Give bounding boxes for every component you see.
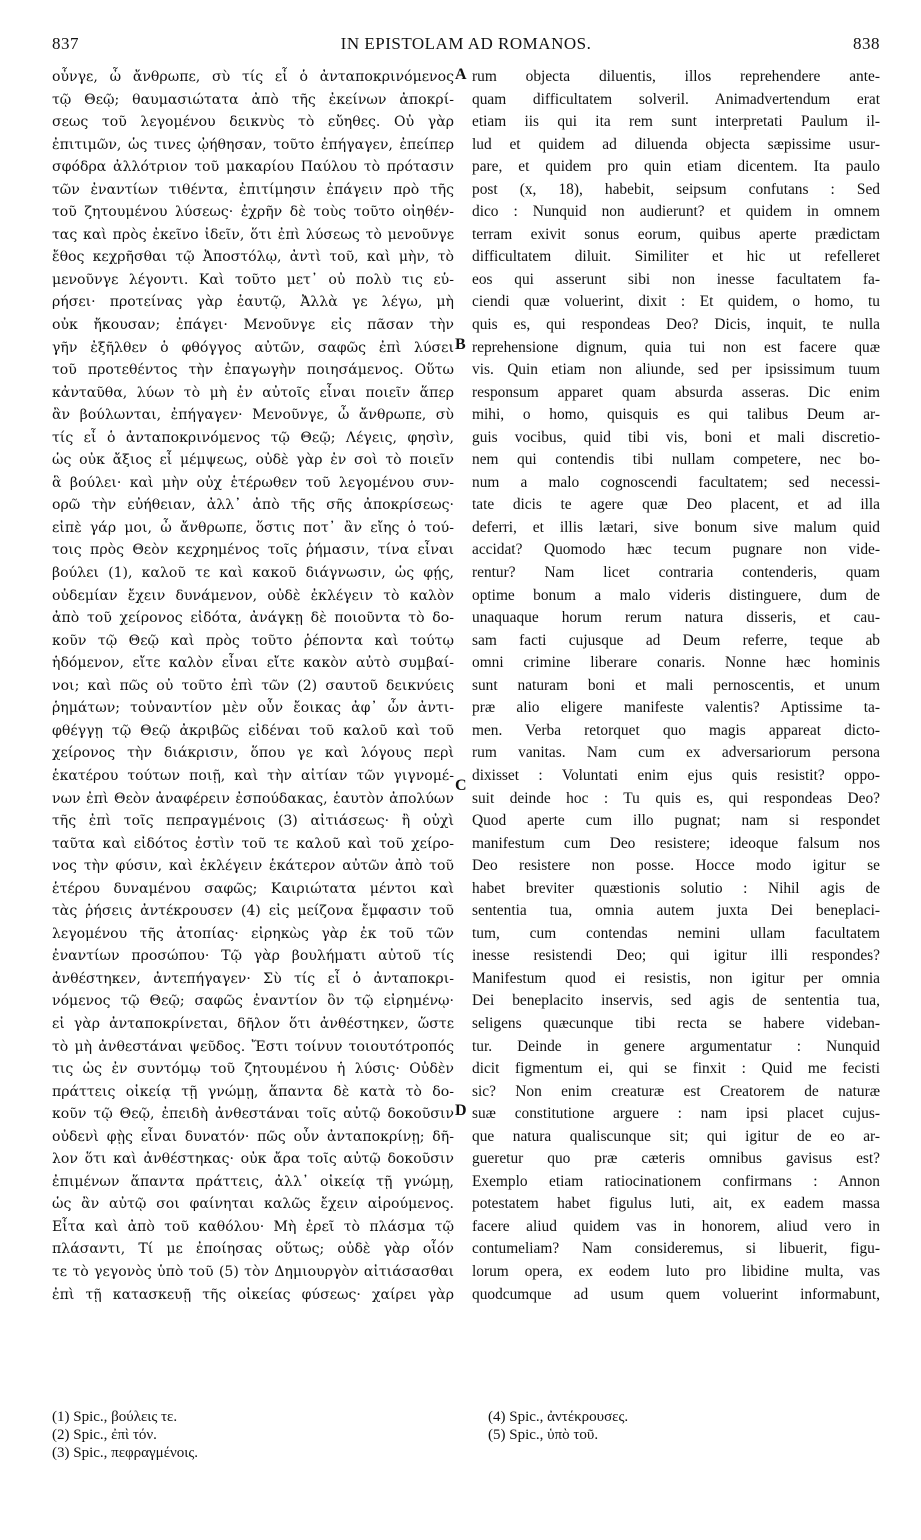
text-line: sententia tua, omnia autem juxta Dei beneplaci- (472, 902, 880, 920)
text-line: unaquaque horum rerum natura disseris, et cau- (472, 609, 880, 627)
text-line: τις ὡς ἐν συντόμῳ τοῦ ζητουμένου ἡ λύσις· Οὐδὲν (52, 1061, 454, 1078)
text-line: seligens quæcunque tibi recta se habere videban- (472, 1014, 880, 1032)
text-line: tum, cum contendas nemini ullam facultatem (472, 924, 880, 942)
text-line: ἃ βούλει· καὶ μὴν οὐχ ἑτέρωθεν τοῦ λεγομένου συν- (52, 474, 454, 491)
text-line: σεως τοῦ λεγομένου δεικνὺς τὸ εὔηθες. Οὐ γὰρ (52, 114, 454, 131)
text-line: ἡδόμενον, εἴτε καλὸν εἶναι εἴτε κακὸν αὐτὸ συμβαί- (52, 655, 454, 672)
text-line: μενοῦνγε λέγοντι. Καὶ τοῦτο μετ᾽ οὐ πολὺ τις εὑ- (52, 271, 454, 288)
text-line: Manifestum quod ei resistis, non igitur per omnia (472, 969, 880, 987)
text-line: οὐκ ἤκουσαν; ἐπάγει· Μενοῦνγε εἰς πᾶσαν τὴν (52, 317, 454, 334)
footnote: (2) Spic., ἐπὶ τόν. (52, 1427, 157, 1443)
text-line: eos qui asserunt sibi non inesse facultatem fa- (472, 270, 880, 288)
text-line: dixisset : Voluntati enim ejus quis resistit? oppo- (472, 766, 880, 784)
text-line: optime bonum a malo videris distinguere, dum de (472, 586, 880, 604)
text-line: Deo resistere non posse. Hocce modo igitur se (472, 857, 880, 875)
text-line: pare, et quidem pro quin etiam dicentem. Ita paulo (472, 158, 880, 176)
text-line: ἀνθέστηκεν, ἀντεπήγαγεν· Σὺ τίς εἶ ὁ ἀνταποκρι- (52, 970, 454, 987)
text-line: ἐναντίων προσώπου· Τῷ γὰρ βουλήματι αὐτοῦ τίς (52, 948, 454, 965)
text-line: deferri, et illis lætari, sive bonum sive malum quid (472, 518, 880, 536)
text-line: Εἶτα καὶ ἀπὸ τοῦ καθόλου· Μὴ ἐρεῖ τὸ πλάσμα τῷ (52, 1218, 454, 1235)
text-line: ὡς ἂν αὐτῷ σοι φαίνηται καλῶς ἔχειν αἱρούμενος. (52, 1196, 454, 1213)
latin-column (472, 66, 880, 1396)
footnote: (5) Spic., ὑπὸ τοῦ. (488, 1427, 599, 1443)
text-line: ῥημάτων; τοὐναντίον μὲν οὖν ἔοικας ἀφ᾽ ὧν ἀντι- (52, 700, 454, 717)
section-marker-c: C (455, 777, 467, 794)
text-line: τὰς ῥήσεις ἀντέκρουσεν (4) εἰς μείζονα ἔμφασιν τοῦ (52, 903, 454, 920)
text-line: difficultatem diluit. Similiter et hic ut refelleret (472, 248, 880, 266)
text-line: Exemplo etiam ratiocinationem confirmans : Annon (472, 1172, 880, 1190)
text-line: lud et quidem ad diluenda objecta sæpissime usur- (472, 135, 880, 153)
text-line: reprehensione dignum, quia tui non est facere quæ (472, 338, 880, 356)
running-header (52, 34, 880, 60)
text-line: νόμενος τῷ Θεῷ; σαφῶς ἐναντίον ὂν τῷ εἰρημένῳ· (52, 993, 454, 1010)
section-marker-d: D (455, 1102, 467, 1119)
text-line: quam difficultatem solveril. Animadvertendum erat (472, 90, 880, 108)
text-line: κἀνταῦθα, λύων τὸ μὴ ἐν αὐτοῖς εἶναι ποιεῖν ἅπερ (52, 384, 454, 401)
text-line: tur. Deinde in genere argumentatur : Nunquid (472, 1037, 880, 1055)
text-line: Quod aperte cum illo pugnat; nam si respondet (472, 812, 880, 830)
text-line: εἰπὲ γάρ μοι, ὦ ἄνθρωπε, ὅστις ποτ᾽ ἂν εἴης ὁ τού- (52, 519, 454, 536)
text-line: rentur? Nam licet contraria contenderis, quam (472, 564, 880, 582)
text-line: sic? Non enim creaturæ est Creatorem de naturæ (472, 1082, 880, 1100)
text-line: quodcumque ad usum quem voluerint informabunt, (472, 1285, 880, 1303)
text-line: tate dicis te agere quæ Deo placent, et ad illa (472, 496, 880, 514)
text-line: responsum apparet quam absurda asseras. Dic enim (472, 383, 880, 401)
text-line: τῷ Θεῷ; θαυμασιώτατα ἀπὸ τῆς ἐκείνων ἀποκρί- (52, 91, 454, 108)
text-line: κοῦν τῷ Θεῷ καὶ πρὸς τοῦτο ῥέποντα καὶ τούτῳ (52, 632, 454, 649)
text-line: τοῦ προτεθέντος τὴν ἐπαγωγὴν ποιησάμενος. Οὕτω (52, 362, 454, 379)
text-line: τῶν ἐναντίων τιθέντα, ἐπιτίμησιν ἐπάγειν πρὸ τῆς (52, 181, 454, 198)
text-line: χείρονος τὴν διάκρισιν, ὅπου γε καὶ λόγους περὶ (52, 745, 454, 762)
text-line: mihi, o homo, quisquis es qui talibus Deum ar- (472, 406, 880, 424)
text-line: ciendi quæ voluerint, dixit : Et quidem, o homo, tu (472, 293, 880, 311)
text-line: πράττεις οἰκείᾳ τῇ γνώμῃ, ἅπαντα δὲ κατὰ τὸ δο- (52, 1083, 454, 1100)
text-line: manifestum cum Deo resistere; ideoque falsum nos (472, 834, 880, 852)
text-line: rum objecta diluentis, illos reprehendere ante- (472, 68, 880, 85)
text-line: suit deinde hoc : Tu quis es, qui respondeas Deo? (472, 789, 880, 807)
text-line: inesse resistendi Deo; qui igitur illi respondes? (472, 947, 880, 965)
text-line: νος τὴν φύσιν, καὶ ἐκλέγειν ἑκάτερον αὐτῶν ἀπὸ τοῦ (52, 858, 454, 875)
text-line: potestatem habet figulus luti, ait, ex eadem massa (472, 1195, 880, 1213)
text-line: ταῦτα καὶ εἰδότος ἐστὶν τοῦ τε καλοῦ καὶ τοῦ χείρο- (52, 835, 454, 852)
text-line: omni crimine liberare conaris. Nonne hæc hominis (472, 654, 880, 672)
section-marker-b: B (455, 336, 466, 353)
text-line: rum vanitas. Nam cum ex adversariorum persona (472, 744, 880, 762)
text-line: νων ἐπὶ Θεὸν ἀναφέρειν ἐσπούδακας, ἑαυτὸν ἀπολύων (52, 790, 454, 807)
text-line: gueretur quo præ cæteris omnibus gavisus est? (472, 1150, 880, 1168)
text-line: βούλει (1), καλοῦ τε καὶ κακοῦ διάγνωσιν, ὡς φῄς, (52, 565, 454, 582)
text-line: φθέγγῃ τῷ Θεῷ ἀκριβῶς εἰδέναι τοῦ καλοῦ καὶ τοῦ (52, 722, 454, 739)
text-line: lorum opera, ex eodem luto pro libidine multa, vas (472, 1262, 880, 1280)
text-line: ἑκατέρου τούτων ποιῇ, καὶ τὴν αἰτίαν τῶν γιγνομέ- (52, 767, 454, 784)
text-line: ἐπιτιμῶν, ὡς τινες ᾠήθησαν, τοῦτο ἐπήγαγεν, ἐπείπερ (52, 136, 454, 153)
text-line: contumeliam? Nam consideremus, si libuerit, figu- (472, 1240, 880, 1258)
text-line: etiam iis qui ita rem sunt interpretati Paulum il- (472, 113, 880, 131)
text-line: facere aliud quidem vas in honorem, aliud vero in (472, 1217, 880, 1235)
text-line: post (x, 18), habebit, seipsum confutans : Sed (472, 180, 880, 198)
text-line: ἂν βούλωνται, ἐπήγαγεν· Μενοῦνγε, ὦ ἄνθρωπε, σὺ (52, 407, 454, 424)
text-line: ορῶ τὴν εὐήθειαν, ἀλλ᾽ ἀπὸ τῆς σῆς ἀποκρίσεως· (52, 497, 454, 514)
text-line: τοῦ ζητουμένου λύσεως· ἐχρῆν δὲ τοὺς τοῦτο οἰηθέν- (52, 204, 454, 221)
footnote: (4) Spic., ἀντέκρουσες. (488, 1409, 629, 1425)
text-line: dicit figmentum ei, qui se finxit : Quid me fecisti (472, 1060, 880, 1078)
text-line: num a malo cognoscendi facultatem; sed necessi- (472, 473, 880, 491)
greek-column (52, 66, 454, 1396)
text-line: terram exivit sonus eorum, quibus aperte prædictam (472, 225, 880, 243)
text-line: οὐδενὶ φῂς εἶναι δυνατόν· πῶς οὖν ἀνταποκρίνῃ; δῆ- (52, 1128, 454, 1145)
text-line: τῆς ἐπὶ τοῖς πεπραγμένοις (3) αἰτιάσεως· ἢ οὐχὶ (52, 813, 454, 830)
text-line: suæ constitutione arguere : nam ipsi placet cujus- (472, 1105, 880, 1123)
text-line: εἰ γὰρ ἀνταποκρίνεται, δῆλον ὅτι ἀνθέστηκεν, ὥστε (52, 1015, 454, 1032)
text-line: τὸ μὴ ἀνθεστάναι ψεῦδος. Ἔστι τοίνυν τοιουτότροπός (52, 1038, 454, 1055)
text-line: ὡς οὐκ ἄξιος εἶ μέμψεως, οὐδὲ γὰρ ἐν σοὶ τὸ ποιεῖν (52, 452, 454, 469)
text-line: κοῦν τῷ Θεῷ, ἐπειδὴ ἀνθεστάναι τοῖς αὐτῷ δοκοῦσιν (52, 1106, 454, 1123)
text-line: Dei beneplacito inservis, sed agis de sententia tua, (472, 992, 880, 1010)
text-line: οὖνγε, ὦ ἄνθρωπε, σὺ τίς εἶ ὁ ἀνταποκρινόμενος (52, 69, 454, 85)
text-line: νοι; καὶ πῶς οὐ τοῦτο ἐπὶ τῶν (2) σαυτοῦ δεικνύεις (52, 677, 454, 694)
footnote: (1) Spic., βούλεις τε. (52, 1409, 178, 1425)
text-line: τε τὸ γεγονὸς ὑπὸ τοῦ (5) τὸν Δημιουργὸν αἰτιάσασθαι (52, 1263, 454, 1280)
text-line: sunt naturam boni et mali pernoscentis, et unum (472, 676, 880, 694)
text-line: vis. Quin etiam non aliunde, sed per ipsissimum tuum (472, 361, 880, 379)
text-line: ἐπὶ τῇ κατασκευῇ τῆς οἰκείας φύσεως· χαίρει γὰρ (52, 1286, 454, 1303)
text-line: dico : Nunquid non audierunt? et quidem in omnem (472, 203, 880, 221)
text-line: ρήσει· προτείνας γὰρ ἑαυτῷ, Ἀλλὰ γε λέγω, μὴ (52, 294, 454, 311)
text-line: ἑτέρου δυναμένου σαφῶς; Καιριώτατα μέντοι καὶ (52, 880, 454, 897)
text-line: γῆν ἐξῆλθεν ὁ φθόγγος αὐτῶν, σαφῶς ἐπὶ λύσει (52, 339, 454, 356)
text-line: οὐδεμίαν ἔχειν δυνάμενον, οὐδὲ ἐκλέγειν τὸ καλὸν (52, 587, 454, 604)
page-number-right: 838 (853, 34, 880, 53)
text-line: nem qui contendis tibi nullam competere, nec bo- (472, 451, 880, 469)
text-line: τας καὶ πρὸς ἐκεῖνο ἰδεῖν, ὅτι ἐπὶ λύσεως τὸ μενοῦνγε (52, 226, 454, 243)
text-line: habet breviter quæstionis solutio : Nihil agis de (472, 879, 880, 897)
text-line: ἀπὸ τοῦ χείρονος εἰδότα, ἀνάγκῃ δὲ ποιοῦντα τὸ δο- (52, 610, 454, 627)
footnote: (3) Spic., πεφραγμένοις. (52, 1445, 199, 1461)
text-line: τοις πρὸς Θεὸν κεχρημένος τοῖς ῥήμασιν, τίνα εἶναι (52, 542, 454, 559)
footnotes-left (52, 1408, 452, 1462)
page-number-left: 837 (52, 34, 79, 53)
running-title: IN EPISTOLAM AD ROMANOS. (340, 34, 592, 53)
text-line: que natura qualiscunque sit; qui igitur de eo ar- (472, 1127, 880, 1145)
text-line: men. Verba retorquet quo magis appareat dicto- (472, 721, 880, 739)
text-line: ἔθος κεχρῆσθαι τῷ Ἀποστόλῳ, ἀντὶ τοῦ, καὶ μὴν, τὸ (52, 249, 454, 266)
text-line: sam facti cujusque ad Deum referre, teque ab (472, 631, 880, 649)
text-line: τίς εἶ ὁ ἀνταποκρινόμενος τῷ Θεῷ; Λέγεις, φησὶν, (52, 429, 454, 446)
text-line: λον ὅτι καὶ ἀνθέστηκας· οὐκ ἄρα τοῖς αὐτῷ δοκοῦσιν (52, 1151, 454, 1168)
text-line: quis es, qui respondeas Deo? Dicis, inquit, te nulla (472, 316, 880, 334)
text-line: ἐπιμένων ἅπαντα πράττεις, ἀλλ᾽ οἰκείᾳ τῇ γνώμῃ, (52, 1173, 454, 1190)
text-line: accidat? Quomodo hæc tecum pugnare non vide- (472, 541, 880, 559)
text-line: πλάσαντι, Τί με ἐποίησας οὕτως; οὐδὲ γὰρ οἷόν (52, 1241, 454, 1258)
text-line: λεγομένου τῆς ἀτοπίας· εἰρηκὼς γὰρ ἐκ τοῦ τῶν (52, 925, 454, 942)
text-line: præ alio eligere manifeste valentis? Aptissime ta- (472, 699, 880, 717)
section-marker-a: A (455, 66, 467, 83)
text-line: σφόδρα ἀλλότριον τοῦ μακαρίου Παύλου τὸ πρότασιν (52, 159, 454, 176)
footnotes-right (488, 1408, 880, 1444)
text-line: guis vocibus, quid tibi vis, boni et mali discretio- (472, 428, 880, 446)
